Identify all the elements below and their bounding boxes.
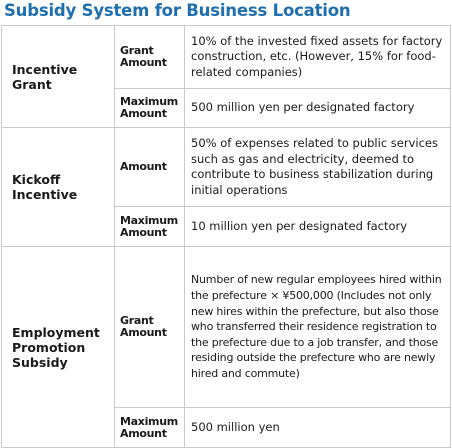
row-value-grant-amount bbox=[185, 26, 451, 89]
row-value-text: 500 million yen bbox=[191, 419, 280, 434]
category-label: Employment Promotion Subsidy bbox=[12, 324, 100, 370]
table-row bbox=[2, 26, 451, 89]
row-value-text: 10 million yen per designated factory bbox=[191, 218, 408, 233]
row-label-text: Maximum Amount bbox=[120, 213, 178, 239]
row-value-text: 500 million yen per designated factory bbox=[191, 100, 415, 115]
category-kickoff-incentive bbox=[2, 128, 115, 247]
row-label-amount bbox=[115, 128, 185, 207]
page-title: Subsidy System for Business Location bbox=[4, 1, 351, 20]
row-value-text: Number of new regular employees hired within the prefecture × ¥500,000 (Includes not only new hires within the prefecture, but also those who transferred their residence registration to the prefecture due to a job transfer, and those residing outside the prefecture who are newly hired and commute) bbox=[191, 273, 442, 380]
row-value-text: 50% of expenses related to public services such as gas and electricity, deemed to contribute to business stabilization during initial operations bbox=[191, 136, 438, 197]
subsidy-table bbox=[1, 25, 451, 448]
row-label-text: Maximum Amount bbox=[120, 414, 178, 440]
row-value-amount bbox=[185, 128, 451, 207]
row-label-grant-amount bbox=[115, 247, 185, 408]
row-value-text: 10% of the invested fixed assets for factory construction, etc. (However, 15% for food-related companies) bbox=[191, 33, 443, 79]
row-value-maximum-amount bbox=[185, 408, 451, 448]
table-row bbox=[2, 128, 451, 207]
table-row bbox=[2, 247, 451, 408]
row-label-text: Grant Amount bbox=[120, 314, 167, 339]
category-employment-promotion-subsidy bbox=[2, 247, 115, 448]
category-incentive-grant bbox=[2, 26, 115, 128]
row-label-grant-amount bbox=[115, 26, 185, 89]
row-label-text: Grant Amount bbox=[120, 44, 167, 69]
category-label: Kickoff Incentive bbox=[12, 172, 78, 202]
row-label-maximum-amount bbox=[115, 89, 185, 128]
row-value-grant-amount bbox=[185, 247, 451, 408]
category-label: Incentive Grant bbox=[12, 61, 78, 92]
row-label-text: Amount bbox=[120, 160, 167, 173]
row-label-text: Maximum Amount bbox=[120, 95, 178, 120]
row-label-maximum-amount bbox=[115, 207, 185, 247]
row-label-maximum-amount bbox=[115, 408, 185, 448]
row-value-maximum-amount bbox=[185, 207, 451, 247]
row-value-maximum-amount bbox=[185, 89, 451, 128]
